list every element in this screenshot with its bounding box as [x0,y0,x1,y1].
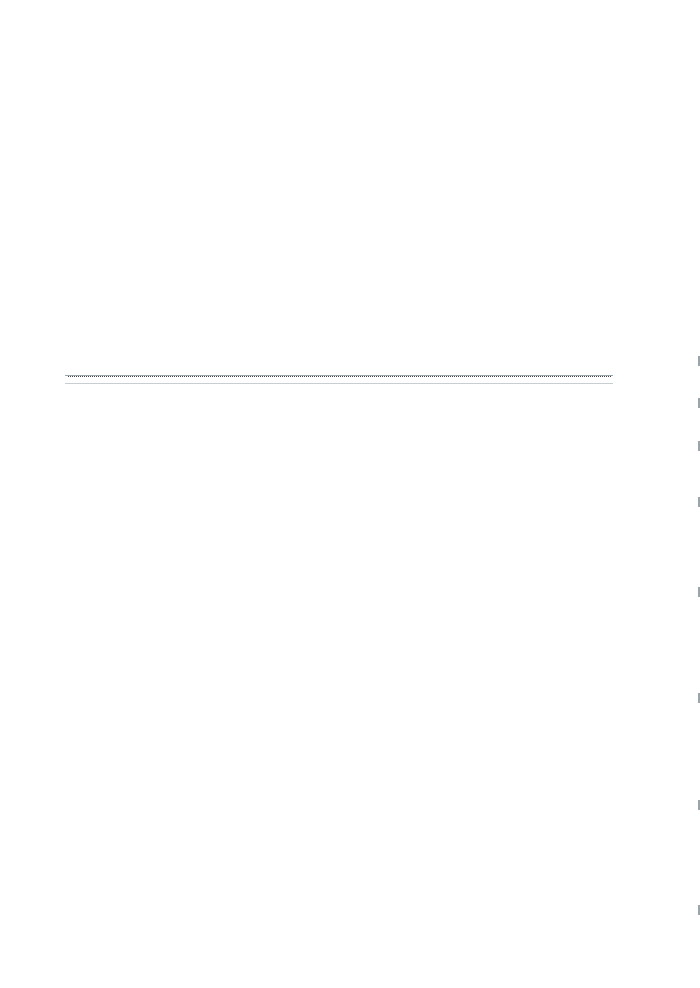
leader-dots [68,376,611,377]
class-heading[interactable] [65,382,613,384]
table-of-contents [65,352,613,384]
section-list-entry[interactable] [65,375,613,380]
